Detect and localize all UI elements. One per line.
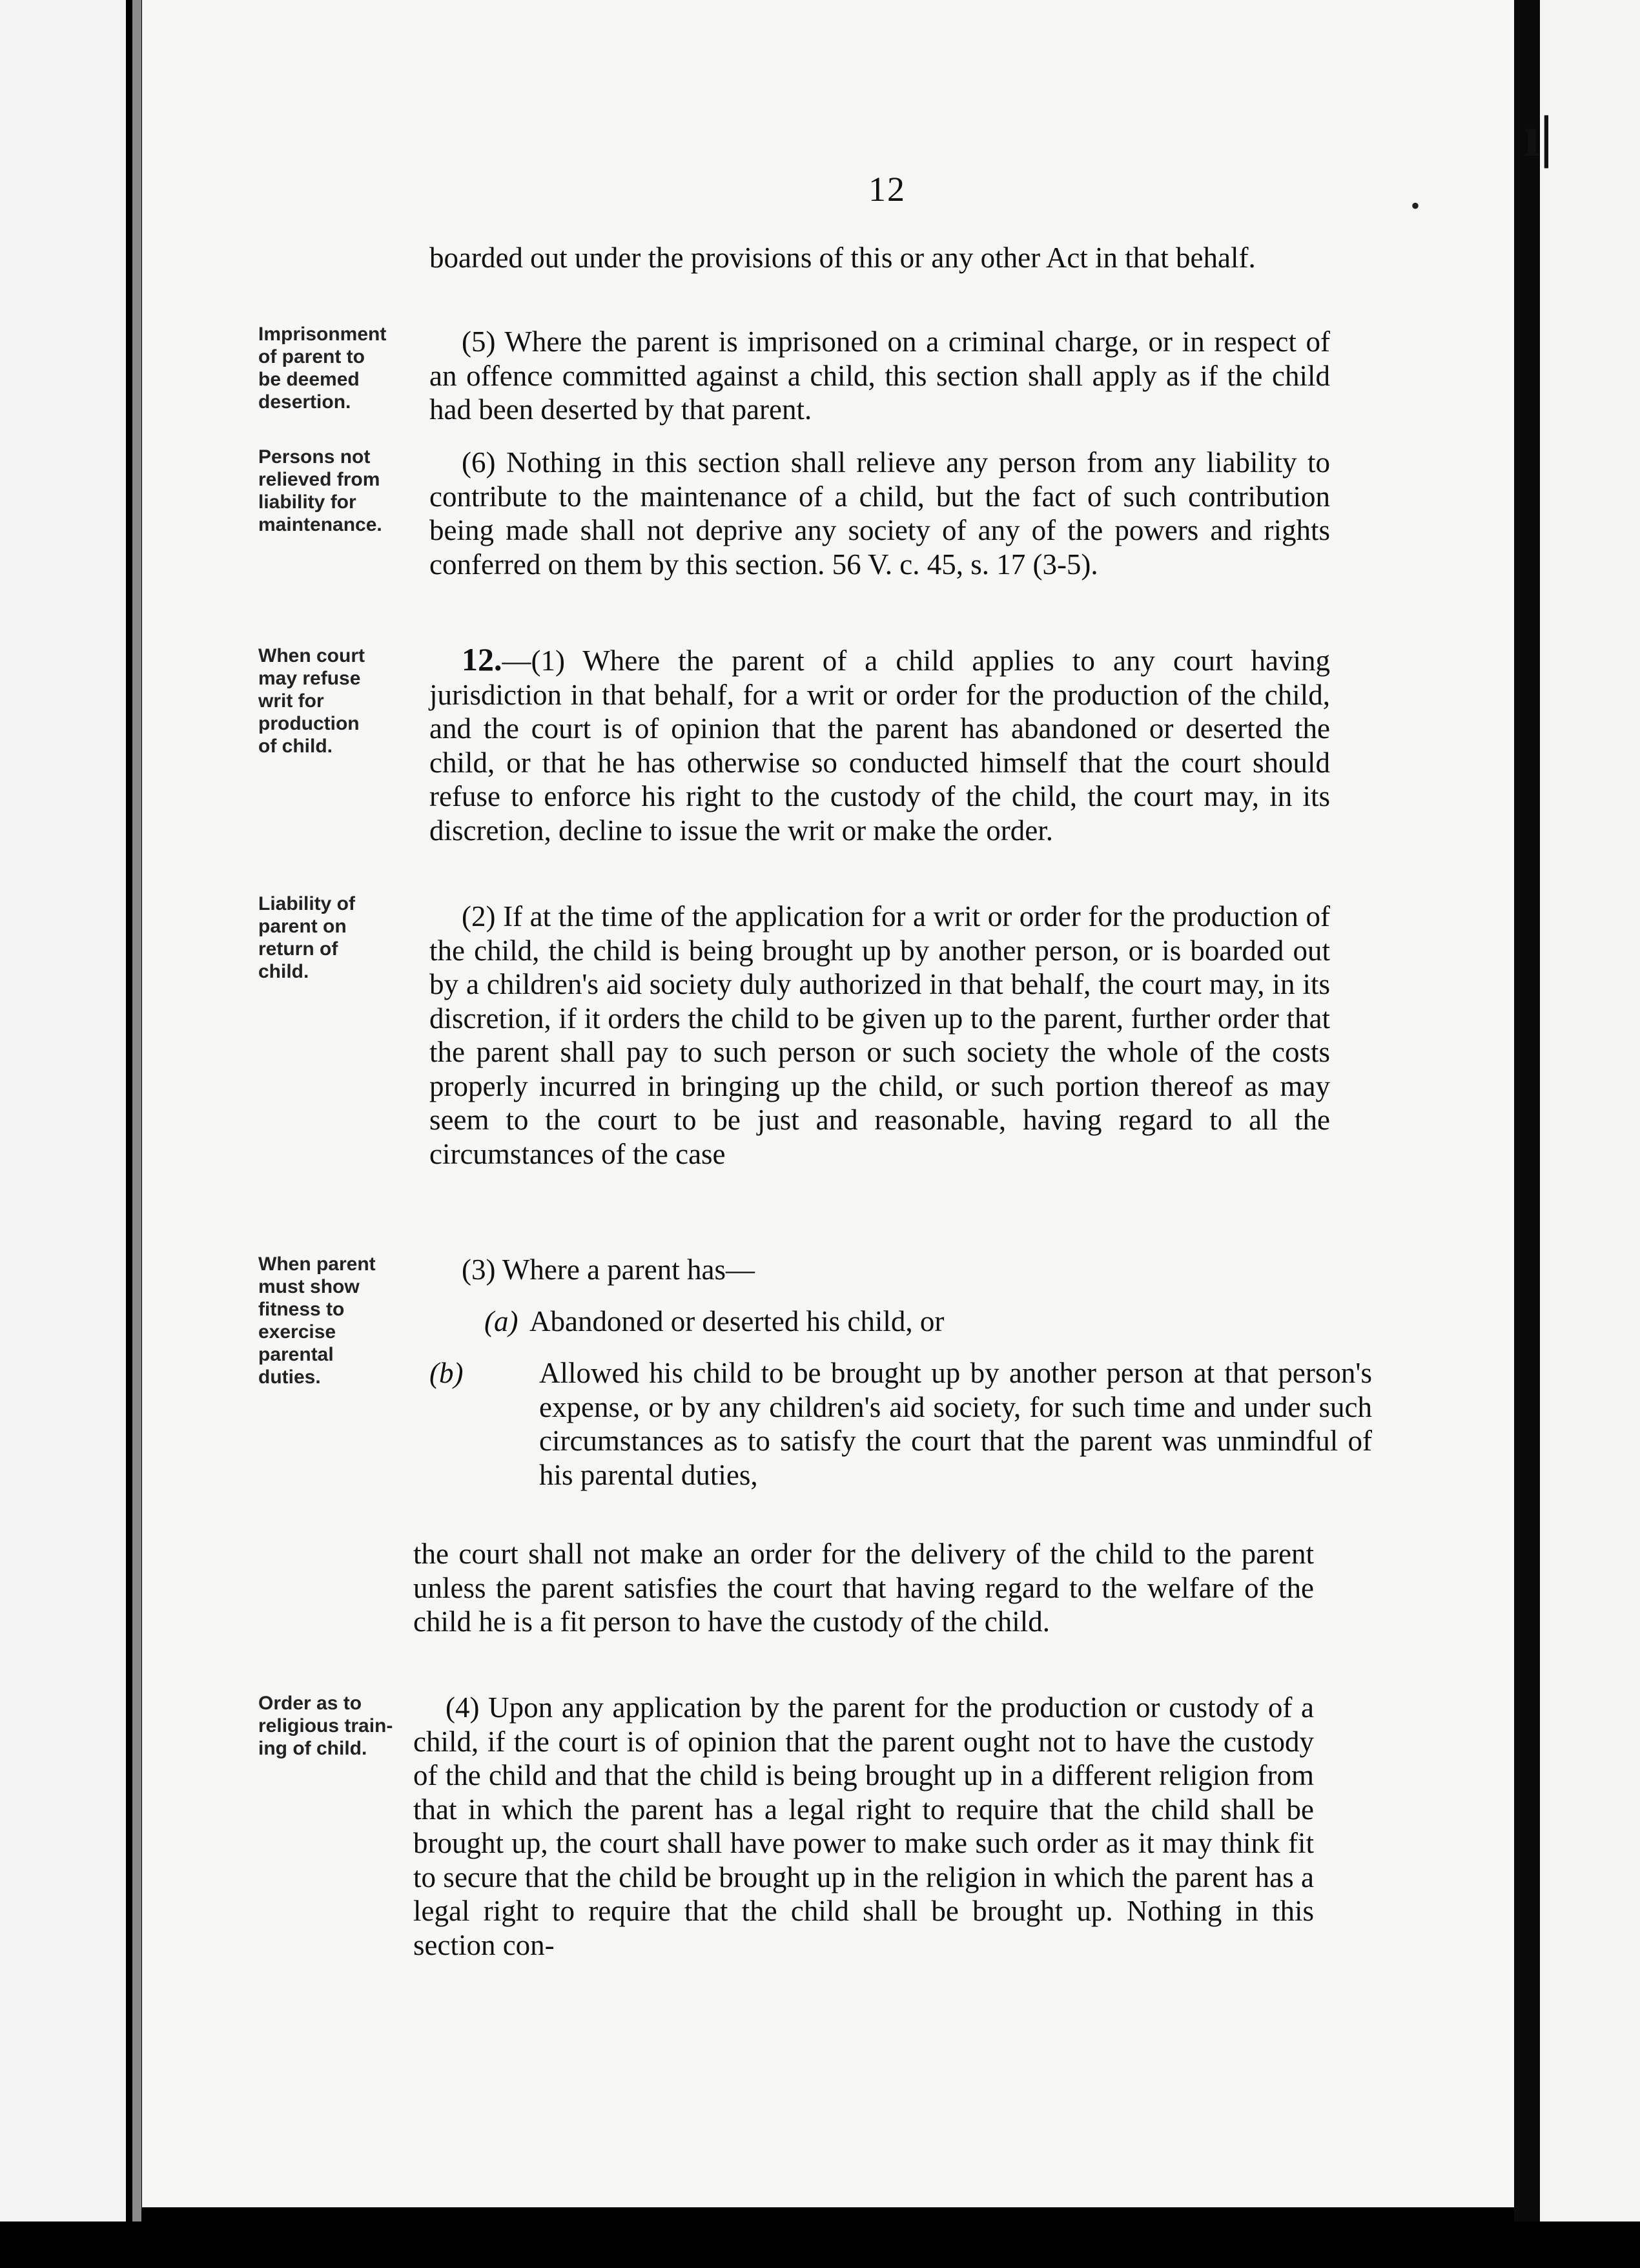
- clause-a-label: (a): [484, 1305, 518, 1337]
- clause-b-label: (b): [429, 1357, 464, 1389]
- side-note-liability-return: Liability of parent on return of child.: [258, 893, 355, 982]
- clause-a-text: Abandoned or deserted his child, or: [529, 1305, 945, 1337]
- speck: •: [1411, 191, 1420, 220]
- subsection-5: (5) Where the parent is imprisoned on a criminal charge, or in respect of an offence committed against a child, this section shall apply as if the child had been deserted by that parent.: [429, 325, 1330, 426]
- continuation-paragraph: boarded out under the provisions of this or any other Act in that behalf.: [429, 242, 1256, 274]
- book-gutter: [1514, 0, 1540, 2268]
- clause-b: [429, 1356, 1372, 1492]
- side-note-imprisonment: Imprisonment of parent to be deemed desertion.: [258, 324, 387, 413]
- side-note-show-fitness: When parent must show fitness to exercise parental duties.: [258, 1253, 376, 1388]
- clause-b-text: Allowed his child to be brought up by another person at that person's expense, or by any children's aid society, for such time and under such circumstances as to satisfy the court that the parent was unmindful of his parental duties,: [539, 1357, 1372, 1491]
- section-12-3-intro: (3) Where a parent has—: [462, 1253, 755, 1286]
- side-note-not-relieved: Persons not relieved from liability for maintenance.: [258, 446, 382, 535]
- section-12-4: (4) Upon any application by the parent for the production or custody of a child, if the court is of opinion that the parent ought not to have the custody of the child and that the child is being brought up in a different religion from that in which the parent has a legal right to require that the child shall be brought up, the court shall have power to make such order as it may think fit to secure that the child be brought up in the religion in which the parent has a legal right to require that the child shall be brought up. Nothing in this section con-: [413, 1691, 1314, 1961]
- scan-border: [0, 2222, 1640, 2268]
- page-edge-shadow: [132, 0, 141, 2222]
- section-12-1: [429, 643, 1330, 847]
- section-12-3-close: the court shall not make an order for the delivery of the child to the parent unless the parent satisfies the court that having regard to the welfare of the child he is a fit person to have the custody of the child.: [413, 1538, 1314, 1638]
- previous-page-edge: [0, 0, 126, 2222]
- clause-a: [484, 1304, 1324, 1339]
- next-page-edge: [1540, 0, 1640, 2268]
- section-12-2: (2) If at the time of the application for a writ or order for the production of the child, the child is being brought up by another person, or is boarded out by a children's aid society duly authorized in that behalf, the court may, in its discretion, if it orders the child to be given up to the parent, further order that the parent shall pay to such person or such society the whole of the costs properly incurred in bringing up the child, or such portion thereof as may seem to the court to be just and reasonable, having regard to all the circumstances of the case: [429, 900, 1330, 1170]
- section-12-1-text: —(1) Where the parent of a child applies to any court having jurisdiction in that behalf, for a writ or order for the production of the child, and the court is of opinion that the parent has abandoned or deserted the child, or that he has otherwise so conducted himself that the court should refuse to enforce his right to the custody of the child, the court may, in its discretion, decline to issue the writ or make the order.: [429, 644, 1330, 847]
- page-number: 12: [868, 170, 906, 209]
- subsection-6: (6) Nothing in this section shall relieve any person from any liability to contribute to the maintenance of a child, but the fact of such contribution being made shall not deprive any society of any of the powers and rights conferred on them by this section. 56 V. c. 45, s. 17 (3-5).: [429, 446, 1330, 581]
- side-note-religious: Order as to religious train- ing of child.: [258, 1693, 393, 1759]
- section-number: 12.: [462, 641, 502, 677]
- side-note-court-refuse: When court may refuse writ for production of child.: [258, 645, 365, 757]
- next-page-fragment: ı|: [1524, 105, 1553, 169]
